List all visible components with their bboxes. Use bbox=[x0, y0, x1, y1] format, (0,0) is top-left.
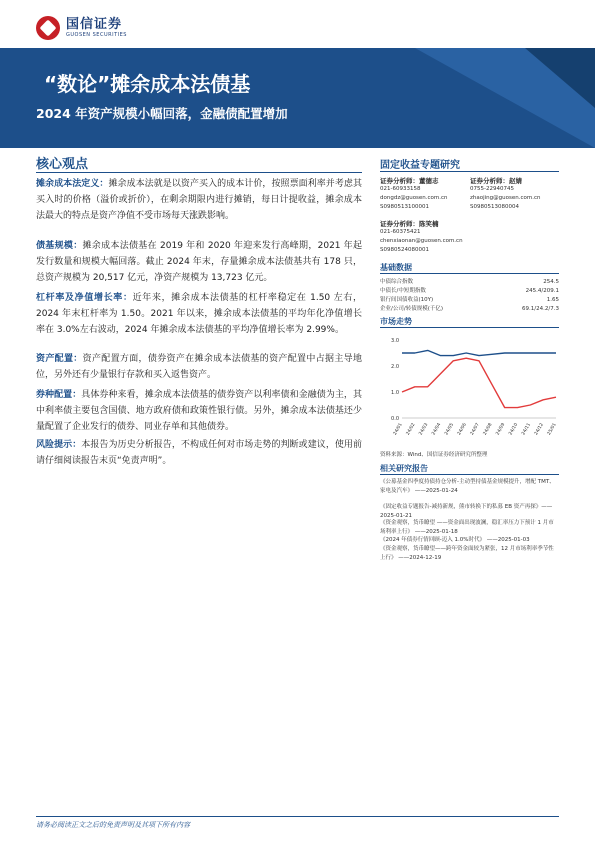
paragraph-asset-allocation: 资产配置：资产配置方面，债券资产在摊余成本法债基的资产配置中占据主导地位，另外还有少量银行存款和买入返售资产。 bbox=[36, 354, 362, 380]
logo-name-cn: 国信证券 bbox=[66, 17, 123, 32]
title-banner bbox=[0, 48, 595, 148]
paragraph-risk: 风险提示：本报告为历史分析报告，不构成任何对市场走势的判断或建议，使用前请仔细阅读报告末页“免责声明”。 bbox=[36, 440, 362, 466]
y-tick-label: 3.0 bbox=[391, 338, 399, 344]
report-category: 固定收益专题研究 bbox=[380, 160, 460, 171]
core-views-heading: 核心观点 bbox=[36, 157, 89, 172]
x-tick-label: 24/01 bbox=[392, 422, 404, 437]
related-report-item[interactable]: 《资金观察，货币瞭望 ——资金面出现波澜，稳汇率压力下预计 1 月市场利率上行》 ——2025-01-18 bbox=[380, 520, 554, 535]
market-trend-chart bbox=[380, 334, 559, 448]
stat-row: 企业/公司/转债规模(千亿) 69.1/24.2/7.3 bbox=[380, 306, 559, 312]
y-tick-label: 0.0 bbox=[391, 416, 399, 422]
stat-row: 银行间国债收益(10Y) 1.65 bbox=[380, 297, 559, 303]
series-line bbox=[402, 350, 556, 355]
related-reports-heading: 相关研究报告 bbox=[380, 463, 559, 475]
related-report-item[interactable]: 《2024 年债券行情回顾-迈入 1.0%时代》 ——2025-01-03 bbox=[380, 537, 530, 543]
x-tick-label: 24/11 bbox=[521, 422, 533, 437]
x-tick-label: 24/07 bbox=[469, 422, 481, 437]
right-divider bbox=[380, 171, 559, 172]
analyst-card-3: 证券分析师：陈笑楠 021-60375421 chenxiaonan@guosen.com.cn S0980524080001 bbox=[380, 220, 463, 253]
report-title: “数论”摊余成本法债基 bbox=[44, 72, 251, 96]
x-tick-label: 24/08 bbox=[482, 422, 494, 437]
x-tick-label: 25/01 bbox=[546, 422, 558, 437]
footer-divider bbox=[36, 816, 559, 817]
x-tick-label: 24/06 bbox=[457, 422, 468, 437]
x-tick-label: 24/02 bbox=[405, 422, 417, 437]
paragraph-bond-types: 券种配置：具体券种来看，摊余成本法债基的债券资产以利率债和金融债为主，其中利率债主要包含国债、地方政府债和政策性银行债。另外，摊余成本法债基还少量配置了企业发行的债券、同业存单和其他债券。 bbox=[36, 390, 362, 432]
basic-data-heading: 基础数据 bbox=[380, 262, 559, 274]
report-subtitle: 2024 年资产规模小幅回落，金融债配置增加 bbox=[36, 106, 288, 121]
stat-row: 中债综合指数 254.5 bbox=[380, 279, 559, 285]
x-tick-label: 24/05 bbox=[444, 422, 456, 437]
stat-row: 中债长/中短期指数 245.4/209.1 bbox=[380, 288, 559, 294]
logo-icon bbox=[36, 16, 60, 40]
x-tick-label: 24/10 bbox=[508, 422, 520, 437]
related-report-item[interactable]: 《资金观察，货币瞭望——跨年资金面较为紧张，12 月市场利率季节性上行》 ——2024-12-19 bbox=[380, 546, 554, 561]
chart-source: 资料来源：Wind、国信证券经济研究所整理 bbox=[380, 452, 488, 458]
paragraph-definition: 摊余成本法定义：摊余成本法就是以资产买入的成本计价，按照票面利率并考虑其买入时的价格（溢价或折价），在剩余期限内进行摊销，每日计提收益，摊余成本法最大的特点是资产净值不受市场每天涨跌影响。 bbox=[36, 179, 362, 221]
x-tick-label: 24/03 bbox=[418, 422, 430, 437]
market-trend-heading: 市场走势 bbox=[380, 316, 559, 328]
series-line bbox=[402, 358, 556, 407]
related-report-item[interactable]: 《公募基金四季度持债持仓分析-主动型持债基金规模提升，增配 TMT、家电及汽车》 ——2025-01-24 bbox=[380, 479, 555, 494]
paragraph-leverage: 杠杆率及净值增长率：近年来，摊余成本法债基的杠杆率稳定在 1.50 左右，2024 年末杠杆率为 1.50。2021 年以来，摊余成本法债基的平均年化净值增长率在 3.0%左右波动，2024 年摊余成本法债基的平均净值增长率为 2.99%。 bbox=[36, 293, 362, 335]
analyst-card-1: 证券分析师：董德志 021-60933158 dongdz@guosen.com.cn S0980513100001 bbox=[380, 177, 448, 210]
company-logo bbox=[36, 14, 127, 42]
logo-name-en: GUOSEN SECURITIES bbox=[66, 32, 127, 38]
x-tick-label: 24/04 bbox=[431, 422, 443, 437]
paragraph-scale: 债基规模：摊余成本法债基在 2019 年和 2020 年迎来发行高峰期，2021 年起发行数量和规模大幅回落。截止 2024 年末，存量摊余成本法债基共有 178 只，总资产规模为 20,517 亿元，净资产规模为 13,723 亿元。 bbox=[36, 241, 362, 283]
y-tick-label: 1.0 bbox=[391, 390, 399, 396]
footer-disclaimer: 请务必阅读正文之后的免责声明及其项下所有内容 bbox=[36, 821, 190, 829]
core-divider bbox=[36, 172, 362, 173]
x-tick-label: 24/09 bbox=[495, 422, 507, 437]
related-report-item[interactable]: 《固定收益专题报告-减持新规，熊市转换下的私募 EB 资产再探》——2025-01-21 bbox=[380, 504, 553, 519]
y-tick-label: 2.0 bbox=[391, 364, 399, 370]
analyst-card-2: 证券分析师：赵婧 0755-22940745 zhaojing@guosen.com.cn S0980513080004 bbox=[470, 177, 541, 210]
x-tick-label: 24/12 bbox=[534, 422, 545, 437]
